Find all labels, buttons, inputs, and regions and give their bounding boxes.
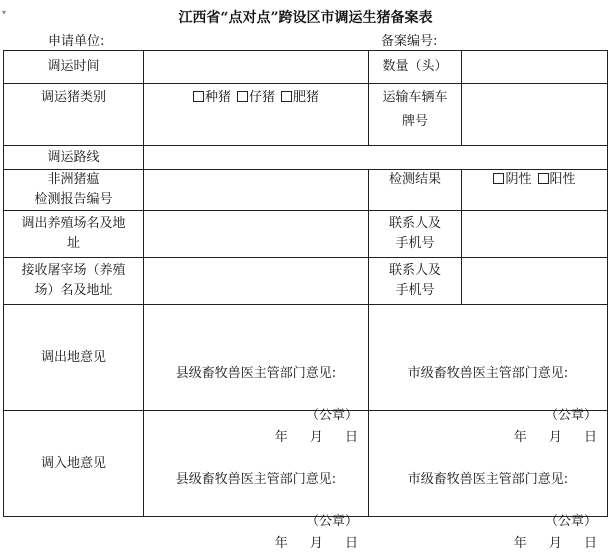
row-pig-type	[4, 84, 608, 146]
date-label: 年 月 日	[513, 535, 597, 551]
vehicle-plate-label: 运输车辆车 牌号	[369, 84, 462, 146]
checkbox-icon	[237, 91, 248, 102]
applicant-label: 申请单位:	[48, 34, 105, 49]
row-transport-time	[4, 51, 608, 84]
checkbox-icon	[281, 91, 292, 102]
city-opinion-heading: 市级畜牧兽医主管部门意见:	[407, 471, 569, 487]
row-origin-farm	[4, 211, 608, 258]
date-label: 年 月 日	[513, 429, 597, 445]
pig-type-options	[144, 84, 369, 146]
origin-opinion-label: 调出地意见	[4, 305, 144, 411]
checkbox-icon	[193, 91, 204, 102]
checkbox-icon	[538, 173, 549, 184]
record-number-label: 备案编号:	[381, 34, 438, 49]
option-breeding-pig[interactable]: 种猪	[193, 88, 231, 108]
asf-report-label: 非洲猪瘟 检测报告编号	[4, 170, 144, 211]
date-label: 年 月 日	[274, 535, 358, 551]
option-positive[interactable]: 阳性	[538, 170, 576, 190]
option-finishing-pig[interactable]: 肥猪	[281, 88, 319, 108]
transport-time-label: 调运时间	[4, 51, 144, 84]
quantity-label: 数量（头）	[369, 51, 462, 84]
city-opinion-heading: 市级畜牧兽医主管部门意见:	[407, 365, 569, 381]
row-destination-opinion	[4, 411, 608, 517]
county-opinion-heading: 县级畜牧兽医主管部门意见:	[175, 471, 337, 487]
checkbox-icon	[493, 173, 504, 184]
destination-field[interactable]	[144, 258, 369, 305]
transport-time-field[interactable]	[144, 51, 369, 84]
origin-contact-field[interactable]	[462, 211, 608, 258]
test-result-options	[462, 170, 608, 211]
county-opinion-heading: 县级畜牧兽医主管部门意见:	[175, 365, 337, 381]
seal-label: （公章）	[544, 513, 597, 529]
seal-label: （公章）	[305, 407, 358, 423]
row-destination	[4, 258, 608, 305]
origin-county-opinion[interactable]	[144, 305, 369, 445]
destination-contact-label: 联系人及 手机号	[369, 258, 462, 305]
seal-label: （公章）	[305, 513, 358, 529]
origin-city-opinion[interactable]	[369, 305, 608, 445]
destination-city-opinion[interactable]	[369, 411, 608, 551]
seal-label: （公章）	[544, 407, 597, 423]
quantity-field[interactable]	[462, 51, 608, 84]
vehicle-plate-field[interactable]	[462, 84, 608, 146]
origin-farm-label: 调出养殖场名及地 址	[4, 211, 144, 258]
route-field[interactable]	[144, 146, 608, 170]
destination-contact-field[interactable]	[462, 258, 608, 305]
page-title: 江西省“点对点”跨设区市调运生猪备案表	[178, 10, 433, 26]
option-negative[interactable]: 阴性	[493, 170, 531, 190]
date-label: 年 月 日	[274, 429, 358, 445]
option-piglet[interactable]: 仔猪	[237, 88, 275, 108]
origin-contact-label: 联系人及 手机号	[369, 211, 462, 258]
row-asf-report	[4, 170, 608, 211]
row-route	[4, 146, 608, 170]
collapse-marker: ▾	[2, 8, 7, 17]
destination-label: 接收屠宰场（养殖 场）名及地址	[4, 258, 144, 305]
route-label: 调运路线	[4, 146, 144, 170]
asf-report-field[interactable]	[144, 170, 369, 211]
row-origin-opinion	[4, 305, 608, 411]
destination-county-opinion[interactable]	[144, 411, 369, 551]
destination-opinion-label: 调入地意见	[4, 411, 144, 517]
pig-type-label: 调运猪类别	[4, 84, 144, 146]
origin-farm-field[interactable]	[144, 211, 369, 258]
record-form-table	[3, 50, 608, 551]
test-result-label: 检测结果	[369, 170, 462, 211]
